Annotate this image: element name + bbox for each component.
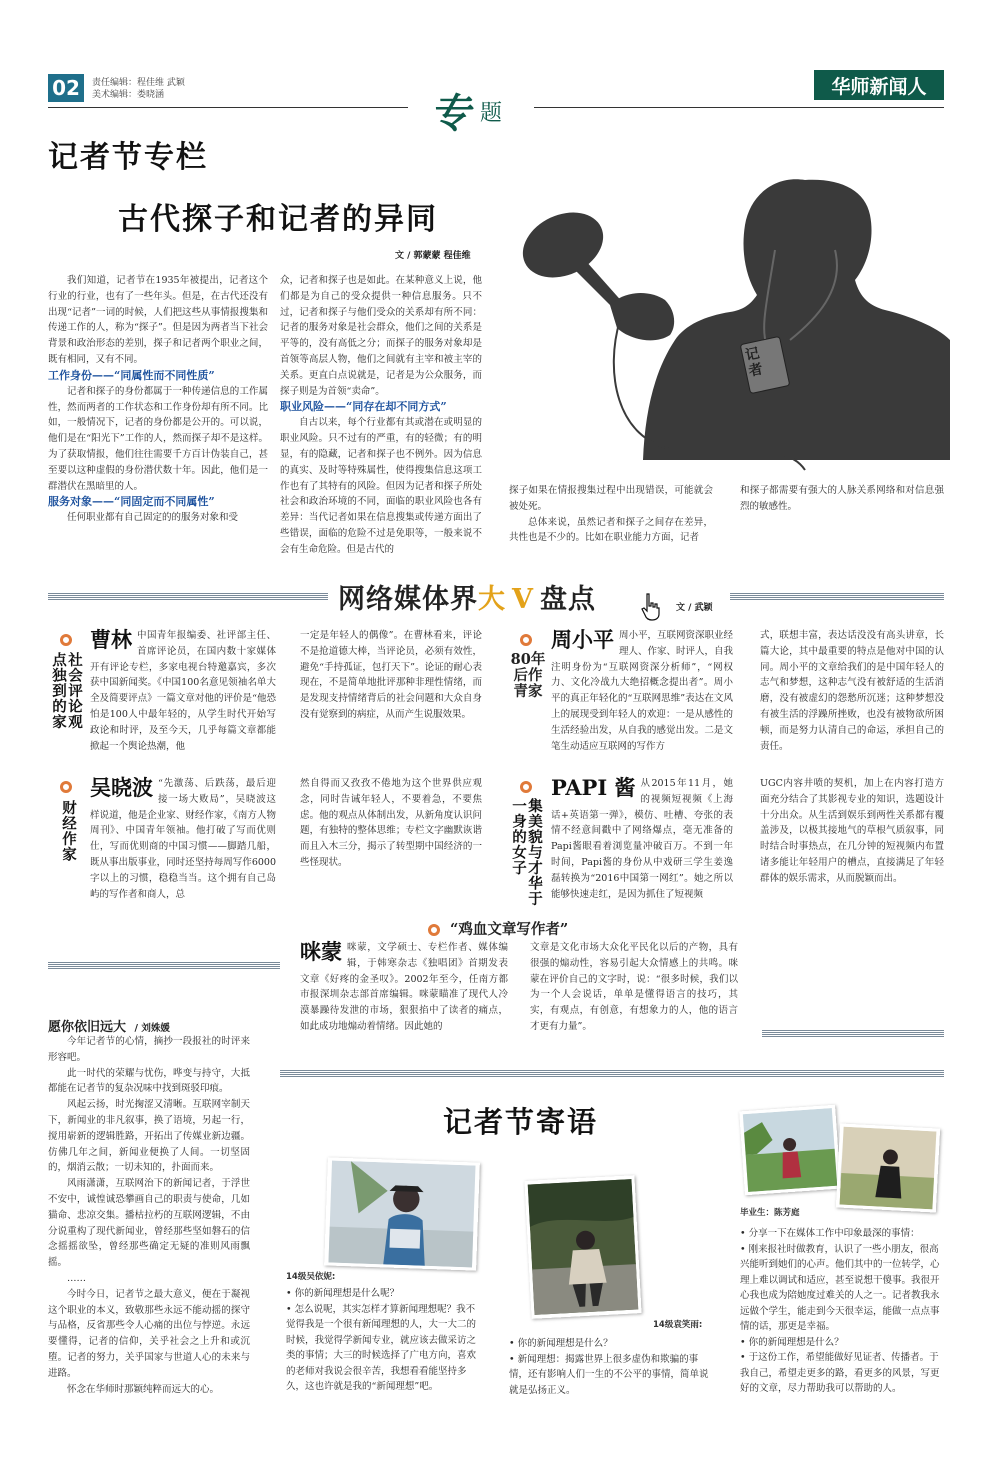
- article-paragraph: 记者和探子的身份都属于一种传递信息的工作属性，然而两者的工作状态和工作身份却有所不同。比如，一般情况下，记者的身份都是公开的。可以说，他们是在“阳光下”工作的人，然而探子却不是这样。为了获取情报，他们往往需要千方百计伪装自己，甚至要以这种虚假的身份潜伏数十年。因此，他们是一群潜伏在黑暗里的人。: [48, 385, 268, 492]
- subheading-audience: 服务对象——“同固定而不同属性”: [48, 495, 215, 509]
- article-col-2: [280, 273, 482, 558]
- section-title-sub: 题: [480, 101, 503, 126]
- mimeng-col-2: [530, 940, 738, 1035]
- caolin-tag: 社会评论观点独到的家: [50, 652, 83, 730]
- bullet-dot: [520, 634, 532, 646]
- column-title: 记者节专栏: [48, 140, 208, 175]
- divider-stripes-right: [730, 593, 944, 600]
- wu-col-2: [300, 776, 482, 871]
- messages-title: 记者节寄语: [443, 1105, 599, 1139]
- art-editor-line: 美术编辑：娄晓涵: [92, 90, 165, 100]
- zhou-name: 周小平: [551, 627, 614, 652]
- article-title: 古代探子和记者的异同: [118, 202, 438, 237]
- editor-line: 责任编辑：程佳维 武颖: [92, 78, 185, 88]
- reporter-silhouette: [505, 140, 950, 480]
- divider-stripes: [48, 962, 280, 969]
- caolin-text-a: 中国青年报编委、社评部主任、首席评论员，在国内数十家媒体开有评论专栏，多家电视台特邀嘉宾，多次获中国新闻奖。《中国100名意见领袖名单大全及简要评点》一篇文章对他的评价是“他恐怕是100人中最年轻的，从学生时代开始写政论和时评，及至今天，几乎每篇文章都能掀起一个舆论热潮，他: [90, 630, 276, 752]
- reporter-hand: [610, 293, 674, 340]
- bigv-byline: 文 / 武颖: [676, 603, 713, 613]
- essay-paragraph: 此一时代的荣耀与忧伤，哗变与持守，大抵都能在记者节的复杂况味中找到斑驳印痕。: [48, 1067, 250, 1095]
- caolin-col-2: [300, 628, 482, 723]
- message-item: • 分享一下在媒体工作中印象最深的事情：: [740, 1228, 920, 1239]
- essay-paragraph: 风雨潇潇，互联网治下的新闻记者，于浮世不安中，诚惶诚恐攀画自己的职责与使命，几如猫命、悲凉交集。播枯拉朽的互联网逻辑，不由分说重构了现代新闻业，曾经那些坚如磐石的信念摇摇欲坠，曾经那些确定无疑的准则风雨飘摇。: [48, 1178, 250, 1269]
- photo-caption: 14级袁笑雨:: [653, 1320, 703, 1330]
- papi-text-a: 从2015年11月，她的视频短视频《上海话+英语第一弹》，模仿、吐槽、夸张的表情不经意间戳中了网络爆点，毫无准备的Papi酱眼看着浏览量冲破百万。不到一年时间，Papi酱的身份从中戏研三学生姜逸磊转换为“2016中国第一网红”。她之所以能够快速走红，是因为抓住了短视频: [551, 778, 733, 900]
- article-col-4: [740, 483, 944, 515]
- zhou-text-a: 周小平，互联网资深职业经理人、作家、时评人，自我注明身份为“互联网资深分析师”，“网权力、文化冷战九大绝招概念提出者”。周小平的真正年轻化的“互联网思维”表达在文风上的展现受到年轻人的欢迎：一是从感性的生活经验出发，从自我的感觉出发。二是文笔生动适应互联网的写作方: [551, 630, 734, 752]
- page-number: 02: [48, 74, 84, 102]
- message-item: • 新闻理想：揭露世界上很多虚伪和欺骗的事情，还有影响人们一生的不公平的事情，简单说就是弘扬正义。: [509, 1353, 709, 1396]
- message-item: • 怎么说呢，其实怎样才算新闻理想呢？我不觉得我是一个很有新闻理想的人，大一大二的时候，我觉得学新闻专业，就应该去做采访之类的事情；大三的时候选择了广电方向，喜欢的老师对我说会很辛苦，我想看看能坚持多久，这也许就是我的“新闻理想”吧。: [286, 1303, 477, 1392]
- message-item: • 于这份工作，希望能做好见证者、传播者。于我自己，希望走更多的路，看更多的风景，写更好的文章，尽力帮助我可以帮助的人。: [740, 1352, 940, 1394]
- article-paragraph: 我们知道，记者节在1935年被提出，记者这个行业的行业，也有了一些年头。但是，在古代还没有出现“记者”一词的时候，人们把这些从事情报搜集和传递工作的人，称为“探子”。但是因为两者当下社会背景和政治形态的差别，探子和记者两个职业之间，既有相同，又有不同。: [48, 275, 268, 365]
- article-paragraph: 自古以来，每个行业都有其或潜在或明显的职业风险。只不过有的严重，有的轻微；有的明显，有的隐藏，记者和探子也不例外。因为信息的真实、及时等特殊属性，使得搜集信息这项工作也有了其特有的风险。但因为记者和探子所处社会和政治环境的不同，面临的职业风险也各有差异：当代记者如果在信息搜集或传递方面出了些错误，面临的危险不过是免职等，一般来说不会有生命危险。但是古代的: [280, 417, 482, 555]
- bigv-title-b: 大: [478, 584, 506, 615]
- article-paragraph: 总体来说，虽然记者和探子之间存在差异，共性也是不少的。比如在职业能力方面，记者: [509, 516, 713, 544]
- hand-cursor-icon: [640, 592, 662, 622]
- header-rule-left: [48, 107, 408, 108]
- message-item: • 刚来报社时做教育，认识了一些小朋友，很高兴能听到她们的心声。他们其中的一位转学，心理上难以调试和适应，甚至说想干傻事。我很开心我也成为陪她度过难关的人之一。记者教我永远做个学生，能走到今天很幸运，能做一点点事情的话，那更是幸福。: [740, 1243, 940, 1332]
- bullet-dot: [520, 781, 532, 793]
- mimeng-col-1: [300, 940, 508, 1035]
- zhou-tag: 80年后作青家: [510, 651, 546, 700]
- bigv-title: [338, 577, 596, 616]
- essay-body: [48, 1034, 250, 1397]
- message-list-3: [740, 1226, 944, 1397]
- editor-credits: [92, 77, 185, 101]
- essay-title: 愿你依旧远大: [48, 1020, 127, 1035]
- essay-paragraph: 怀念在华师时那颖纯粹而远大的心。: [67, 1383, 220, 1395]
- section-title: [430, 82, 530, 137]
- photo-chen-fangting-2: [836, 1123, 940, 1212]
- bullet-dot: [428, 924, 440, 936]
- article-byline: 文 / 郭蒙蒙 程佳维: [395, 251, 471, 261]
- message-item: • 你的新闻理想是什么呢？: [286, 1288, 400, 1299]
- essay-paragraph: 今时今日，记者节之最大意义，便在于凝视这个职业的本义，致敬那些永远不能动摇的探守与品格，反省那些令人心痛的出位与悖逆。永远要懂得，记者的信仰，关乎社会之上升和或沉堕。记者的努力，关乎国家与世道人心的未来与进路。: [48, 1288, 250, 1379]
- section-title-main: 专: [430, 90, 470, 137]
- subheading-identity: 工作身份——“同属性而不同性质”: [48, 368, 215, 382]
- brand-logo: 华师新闻人: [814, 70, 944, 100]
- mimeng-text-b: 文章是文化市场大众化平民化以后的产物，具有很强的煽动性，容易引起大众情感上的共鸣。咪蒙在评价自己的文字时，说：“很多时候，我们以为一个人会说话，单单是懂得语言的技巧，其实，有观点，有创意，有想象力的人，他的语言才更有力量”。: [530, 942, 738, 1032]
- bullet-dot: [60, 634, 72, 646]
- essay-paragraph: ……: [67, 1272, 86, 1284]
- bigv-title-a: 网络媒体界: [338, 584, 478, 615]
- papi-col-2: [760, 776, 944, 887]
- papi-col-1: [551, 776, 733, 902]
- essay-author: / 刘姝媛: [134, 1023, 170, 1034]
- papi-name: PAPI 酱: [551, 775, 636, 800]
- wu-name: 吴晓波: [90, 775, 153, 800]
- caolin-text-b: 一定是年轻人的偶像”。在曹林看来，评论不是抢道德大棒，当评论员，必须有效性，避免“手持孤证，包打天下”。论证的耐心表现在，不是简单地批评那种非理性情绪，而是发现支持情绪背后的社会问题和大众自身没有觉察到的病症，从而产生说服效果。: [300, 630, 482, 720]
- papi-text-b: UGC内容井喷的契机，加上在内容打造方面充分结合了其影视专业的知识，选题设计十分出众。从生活到娱乐到两性关系都有覆盖涉及，以极其接地气的草根气质叙事，同时结合时事热点，在几分钟的短视频内布置诸多能让年轻用户的槽点，直接满足了年轻群体的娱乐需求，从而脱颖而出。: [760, 778, 944, 884]
- message-item: • 你的新闻理想是什么？: [509, 1338, 613, 1349]
- mimeng-name: 咪蒙: [300, 939, 342, 964]
- bullet-dot: [60, 781, 72, 793]
- mimeng-text-a: 咪蒙，文学硕士、专栏作者、媒体编辑，于韩寒杂志《独唱团》首期发表文章《好疼的金圣叹》。2002年至今，任南方都市报深圳杂志部首席编辑。咪蒙瞄准了现代人冷漠暴躁待发泄的市场，狠狠掐中了读者的痛点，如此成功地煽动着情绪。因此她的: [300, 942, 508, 1032]
- essay-paragraph: 风起云扬，时光掬涩又清晰。互联网宰制天下，新闻业的非凡叙事，换了语境，另起一行，搅用崭新的逻辑胜路，开拓出了传媒业新边疆。仿佛几年之间，新闻业便换了人间。一切坚固的，烟消云散；一切未知的，扑面而来。: [48, 1099, 250, 1174]
- divider-stripes-left: [48, 593, 328, 600]
- wu-tag: 财经作家: [60, 800, 77, 862]
- caolin-col-1: [90, 628, 276, 754]
- bigv-title-d: 盘点: [539, 584, 596, 615]
- papi-tag: 集美貌与才华于一身的女子: [510, 798, 543, 907]
- press-badge-text: 记者: [743, 345, 765, 380]
- essay-heading: [48, 1016, 170, 1035]
- message-item: • 你的新闻理想是什么？: [740, 1336, 844, 1348]
- wu-text-b: 然自得而又孜孜不倦地为这个世界供应观念，同时告诫年轻人，不要着急，不要焦虑。他的观点从体制出发，从新角度认识问题，有独特的整体思维；专栏文字幽默诙谐而且入木三分，揭示了转型期中国经济的一些怪现状。: [300, 778, 482, 868]
- article-col-1: [48, 273, 268, 526]
- caolin-name: 曹林: [90, 627, 132, 652]
- reporter-body: [643, 179, 950, 460]
- mimeng-heading: “鸡血文章写作者”: [450, 921, 569, 938]
- zhou-text-b: 式，联想丰富，表达话没没有高头讲章，长篇大论，其中最重要的特点是他对中国的认同。周小平的文章给我们的是中国年轻人的志气和梦想，这种志气没有被舒适的生活消磨，没有被虚幻的怨愁所沉迷；这种梦想没有被生活的浮躁所挫败，也没有被物欲所困顿，而是努力认清自己的命运，承担自己的责任。: [760, 630, 944, 752]
- article-paragraph: 任何职业都有自己固定的的服务对象和受: [67, 512, 239, 524]
- wu-col-1: [90, 776, 276, 902]
- divider-stripes: [762, 1030, 944, 1037]
- bigv-title-c: V: [512, 584, 534, 615]
- wu-text-a: “先激荡、后跌荡，最后迎接一场大败局”，吴晓波这样说道，他是企业家、财经作家，《南方人物周刊》、中国青年领袖。他打破了写而优则仕，写而优则商的中国习惯——脚踏几船，既从事出版事业，同时还坚持每周写作6000字以上的习惯，稳稳当当。这个拥有自己岛屿的写作者和商人，总: [90, 778, 276, 900]
- zhou-col-2: [760, 628, 944, 754]
- photo-caption: 14级吴依妮:: [286, 1272, 336, 1282]
- header-rule-right: [534, 107, 944, 108]
- message-list-2: [509, 1336, 713, 1398]
- photo-wu-yini: [324, 1157, 480, 1270]
- message-list-1: [286, 1286, 482, 1395]
- photo-yuan-xiaoyu: [524, 1175, 641, 1319]
- article-col-3: [509, 483, 713, 546]
- subheading-risk: 职业风险——“同存在却不同方式”: [280, 400, 447, 414]
- article-paragraph: 探子如果在情报搜集过程中出现错误，可能就会被处死。: [509, 485, 713, 512]
- article-paragraph: 和探子都需要有强大的人脉关系网络和对信息强烈的敏感性。: [740, 485, 944, 512]
- photo-caption: 毕业生：陈芳庭: [740, 1208, 800, 1218]
- divider-stripes: [280, 1070, 944, 1077]
- photo-chen-fangting-1: [739, 1105, 841, 1195]
- article-paragraph: 众，记者和探子也是如此。在某种意义上说，他们都是为自己的受众提供一种信息服务。只不过，记者和探子与他们受众的关系却有所不同：记者的服务对象是社会群众，他们之间的关系是平等的，没有高低之分；而探子的服务对象却是首领等高层人物，他们之间就有主宰和被主宰的关系。更直白点说就是，记者是为公众服务，而探子则是为首领“卖命”。: [280, 275, 482, 397]
- essay-paragraph: 今年记者节的心情，摘抄一段报社的时评来形容吧。: [48, 1036, 250, 1063]
- zhou-col-1: [551, 628, 733, 754]
